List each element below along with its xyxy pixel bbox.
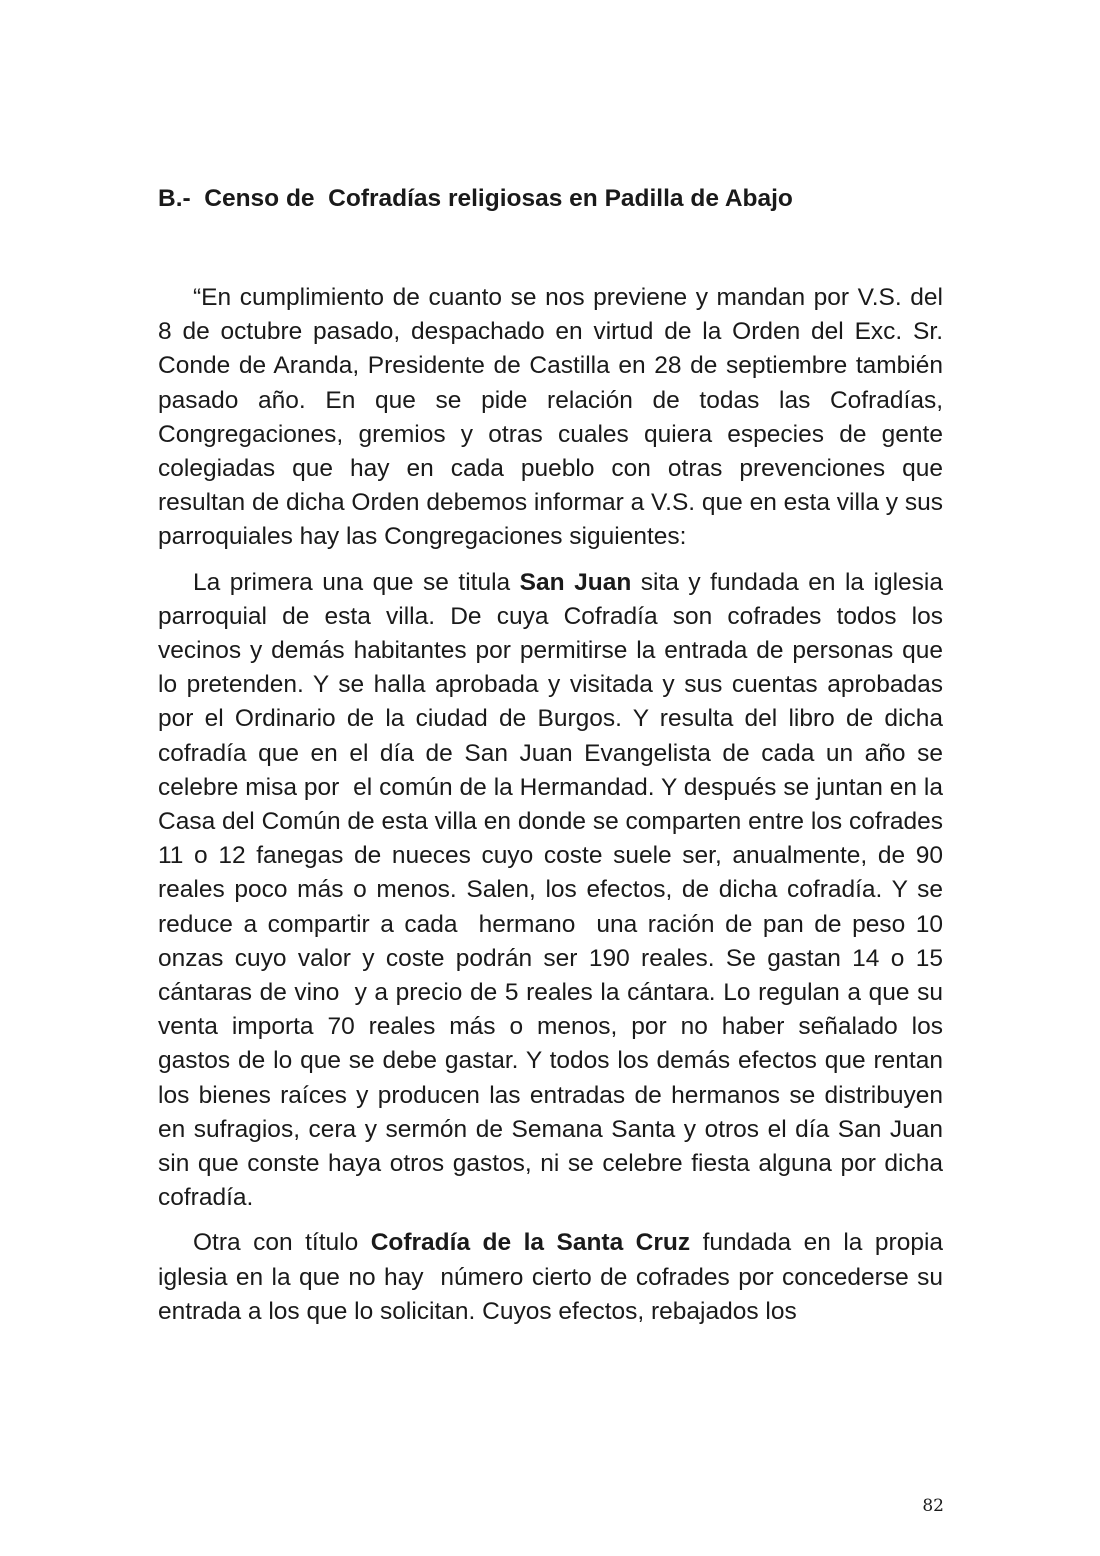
body-text bbox=[158, 281, 950, 1329]
page-number: 82 bbox=[922, 1496, 944, 1516]
paragraph-text: La primera una que se titula bbox=[193, 568, 520, 596]
paragraph-san-juan bbox=[158, 566, 950, 1216]
paragraph-text: fundada en la propia iglesia en la que no hay número cierto de cofrades por concederse su entrada a los que lo solicitan. Cuyos efectos, rebajados los bbox=[158, 1229, 950, 1325]
paragraph-text: Otra con título bbox=[193, 1229, 371, 1257]
paragraph-text: sita y fundada en la iglesia parroquial de esta villa. De cuya Cofradía son cofrades todos los vecinos y demás habitantes por permitirse la entrada de personas que lo pretenden. Y se halla aprobada y visitada y sus cuentas aprobadas por el Ordinario de la ciudad de Burgos. Y resulta del libro de dicha cofradía que en el día de San Juan Evangelista de cada un año se celebre misa por el común de la Hermandad. Y después se juntan en la Casa del Común de esta villa en donde se comparten entre los cofrades 11 o 12 fanegas de nueces cuyo coste suele ser, anualmente, de 90 reales poco más o menos. Salen, los efectos, de dicha cofradía. Y se reduce a compartir a cada hermano una ración de pan de peso 10 onzas cuyo valor y coste podrán ser 190 reales. Se gastan 14 o 15 cántaras de vino y a precio de 5 reales la cántara. Lo regulan a que su venta importa 70 reales más o menos, por no haber señalado los gastos de lo que se debe gastar. Y todos los demás efectos que rentan los bienes raíces y producen las entradas de hermanos se distribuyen en sufragios, cera y sermón de Semana Santa y otros el día San Juan sin que conste haya otros gastos, ni se celebre fiesta alguna por dicha cofradía. bbox=[158, 568, 950, 1212]
paragraph-santa-cruz bbox=[158, 1226, 950, 1329]
bold-term-san-juan: San Juan bbox=[519, 568, 632, 596]
paragraph-intro bbox=[158, 281, 950, 555]
paragraph-text: “En cumplimiento de cuanto se nos previene y mandan por V.S. del 8 de octubre pasado, despachado en virtud de la Orden del Exc. Sr. Conde de Aranda, Presidente de Castilla en 28 de septiembre también pasado año. En que se pide relación de todas las Cofradías, Congregaciones, gremios y otras cuales quiera especies de gente colegiadas que hay en cada pueblo con otras prevenciones que resultan de dicha Orden debemos informar a V.S. que en esta villa y sus parroquiales hay las Congregaciones siguientes: bbox=[158, 284, 950, 551]
bold-term-santa-cruz: Cofradía de la Santa Cruz bbox=[370, 1229, 691, 1257]
section-heading: B.- Censo de Cofradías religiosas en Padilla de Abajo bbox=[158, 185, 793, 212]
